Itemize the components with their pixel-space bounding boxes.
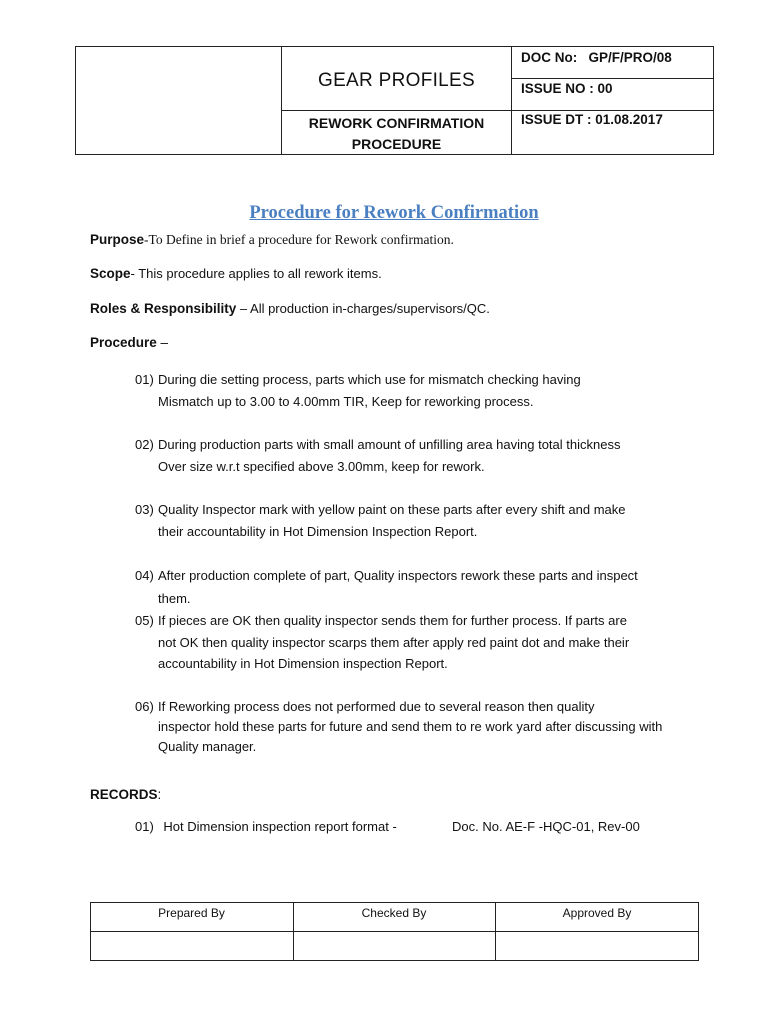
item-number: 06)	[135, 699, 154, 714]
item-text: During production parts with small amount of unfilling area having total thickness	[158, 437, 621, 452]
procedure-item	[135, 369, 695, 412]
records-label: RECORDS	[90, 787, 158, 802]
scope-label: Scope	[90, 266, 131, 281]
item-text-cont: inspector hold these parts for future and send them to re work yard after discussing with Quality manager.	[158, 719, 663, 754]
header-divider-h-mid	[282, 110, 512, 111]
item-text-cont: them.	[158, 591, 191, 606]
roles-text: – All production in-charges/supervisors/QC.	[236, 301, 490, 316]
item-number: 05)	[135, 613, 154, 628]
prepared-by-signature	[90, 932, 293, 961]
company-name: GEAR PROFILES	[318, 70, 475, 91]
purpose-text: -To Define in brief a procedure for Rework confirmation.	[144, 232, 454, 247]
procedure-item	[135, 610, 695, 675]
item-number: 01)	[135, 372, 154, 387]
item-text: Quality Inspector mark with yellow paint on these parts after every shift and make	[158, 502, 626, 517]
roles-label: Roles & Responsibility	[90, 301, 237, 316]
purpose-label: Purpose	[90, 232, 145, 247]
header-divider-h1	[511, 78, 714, 79]
scope-line	[90, 266, 382, 281]
scope-text: - This procedure applies to all rework items.	[130, 266, 382, 281]
approved-by-signature	[495, 932, 699, 961]
issue-date: ISSUE DT : 01.08.2017	[521, 112, 663, 127]
doc-title: REWORK CONFIRMATION PROCEDURE	[308, 115, 485, 152]
item-text: If pieces are OK then quality inspector sends them for further process. If parts are	[158, 613, 627, 628]
item-number: 04)	[135, 568, 154, 583]
purpose-line	[90, 232, 454, 248]
procedure-dash: –	[156, 335, 169, 350]
procedure-item	[135, 564, 695, 610]
item-number: 03)	[135, 502, 154, 517]
page-title: Procedure for Rework Confirmation	[249, 203, 539, 223]
procedure-item	[135, 499, 695, 542]
issue-number: ISSUE NO : 00	[521, 81, 613, 96]
roles-line	[90, 301, 490, 316]
record-doc: Doc. No. AE-F -HQC-01, Rev-00	[452, 819, 640, 834]
item-text: After production complete of part, Quality inspectors rework these parts and inspect	[158, 568, 638, 583]
doc-number: DOC No: GP/F/PRO/08	[521, 50, 672, 65]
procedure-heading	[90, 335, 168, 350]
item-text-cont: their accountability in Hot Dimension Inspection Report.	[158, 523, 478, 539]
item-text: During die setting process, parts which use for mismatch checking having	[158, 372, 581, 387]
records-heading	[90, 787, 161, 802]
item-text-cont: Over size w.r.t specified above 3.00mm, keep for rework.	[158, 458, 485, 474]
records-colon: :	[157, 787, 162, 802]
procedure-item	[135, 434, 695, 477]
checked-by-signature	[293, 932, 495, 961]
approved-by-label: Approved By	[562, 906, 632, 920]
checked-by-label: Checked By	[361, 906, 427, 920]
record-name: Hot Dimension inspection report format -	[163, 819, 397, 834]
item-number: 02)	[135, 437, 154, 452]
item-text-cont: Mismatch up to 3.00 to 4.00mm TIR, Keep for reworking process.	[158, 393, 534, 409]
prepared-by-label: Prepared By	[158, 906, 225, 920]
header-divider-v	[511, 46, 512, 155]
logo-cell	[75, 46, 282, 155]
procedure-item	[135, 697, 695, 757]
header-divider-h2	[511, 110, 714, 111]
record-item	[135, 819, 695, 834]
item-text-cont: not OK then quality inspector scarps them after apply red paint dot and make their accountability in Hot Dimension inspection Report.	[158, 634, 630, 671]
record-number: 01)	[135, 819, 154, 834]
item-text: If Reworking process does not performed due to several reason then quality	[158, 699, 595, 714]
procedure-label: Procedure	[90, 335, 157, 350]
